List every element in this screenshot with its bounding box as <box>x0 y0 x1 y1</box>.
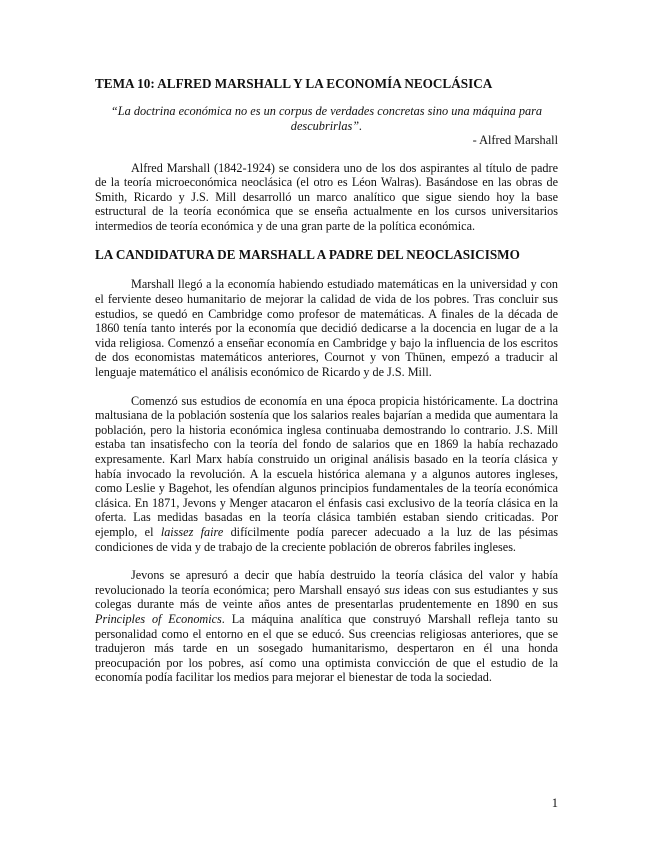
paragraph-3-emphasis-principles: Principles of Economics <box>95 611 222 626</box>
epigraph-author: - Alfred Marshall <box>472 133 558 147</box>
paragraph-3-text-a: Jevons se apresuró a decir que había destruido la teoría clásica del valor y había revolucionado la teoría económica; pero Marshall ensayó <box>95 568 558 597</box>
paragraph-3 <box>95 568 558 685</box>
paragraph-3-text-c: . La máquina analítica que construyó Marshall refleja tanto su personalidad como el entorno en el que se educó. Sus creencias religiosas anteriores, que se tradujeron más tarde en un sosegado humanitarismo, despertaron en él una honda preocupación por los pobres, así como una optimista convicción de que el estudio de la economía podía facilitar los medios para mejorar el bienestar de toda la sociedad. <box>95 611 558 685</box>
section-heading: LA CANDIDATURA DE MARSHALL A PADRE DEL NEOCLASICISMO <box>95 247 520 263</box>
paragraph-3-text-b: ideas con sus estudiantes y sus colegas durante más de veinte años antes de presentarlas prudentemente en 1890 en sus <box>95 582 559 612</box>
paragraph-2-emphasis: laissez faire <box>160 524 224 539</box>
paragraph-3-emphasis-sus: sus <box>384 582 400 597</box>
intro-paragraph: Alfred Marshall (1842-1924) se considera uno de los dos aspirantes al título de padre de la teoría microeconómica neoclásica (el otro es Léon Walras). Basándose en las obras de Smith, Ricardo y J.S. Mill desarrolló un marco analítico que sigue siendo hoy la base estructural de la teoría económica que se enseña actualmente en los cursos universitarios intermedios de teoría económica y de una gran parte de la política económica. <box>95 160 558 233</box>
paragraph-2 <box>95 394 558 555</box>
paragraph-2-text-b: difícilmente podía parecer adecuado a la luz de las pésimas condiciones de vida y de trabajo de la creciente población de obreros fabriles ingleses. <box>95 524 558 554</box>
page-number: 1 <box>551 796 558 810</box>
document-title: TEMA 10: ALFRED MARSHALL Y LA ECONOMÍA NEOCLÁSICA <box>95 76 493 91</box>
paragraph-1: Marshall llegó a la economía habiendo estudiado matemáticas en la universidad y con el ferviente deseo humanitario de mejorar la calidad de vida de los pobres. Tras concluir sus estudios, se quedó en Cambridge como profesor de matemáticas. A finales de la década de 1860 tenía tanto interés por la economía que decidió dedicarse a la docencia en lugar de a la vida religiosa. Comenzó a enseñar economía en Cambridge y bajo la influencia de los escritos de dos economistas matemáticos anteriores, Cournot y von Thünen, empezó a traducir al lenguaje matemático el análisis económico de Ricardo y de J.S. Mill. <box>95 277 558 380</box>
epigraph-quote: “La doctrina económica no es un corpus de verdades concretas sino una máquina para descubrirlas”. <box>110 104 543 133</box>
paragraph-2-text-a: Comenzó sus estudios de economía en una época propicia históricamente. La doctrina maltusiana de la población sostenía que los salarios reales bajarían a medida que aumentara la población, pero la historia económica inglesa continuaba demostrando lo contrario. J.S. Mill estaba tan insatisfecho con la teoría del fondo de salarios que en 1869 la había rechazado expresamente. Karl Marx había construido un original análisis basado en la teoría clásica y había invocado la revolución. A la escuela histórica alemana y a algunos autores ingleses, como Leslie y Bagehot, les ofendían algunos principios fundamentales de la teoría económica clásica. En 1871, Jevons y Menger atacaron el énfasis casi exclusivo de la teoría clásica en la oferta. Las medidas basadas en la teoría clásica también estaban siendo criticadas. Por ejemplo, el <box>95 393 558 539</box>
document-page <box>95 76 558 699</box>
